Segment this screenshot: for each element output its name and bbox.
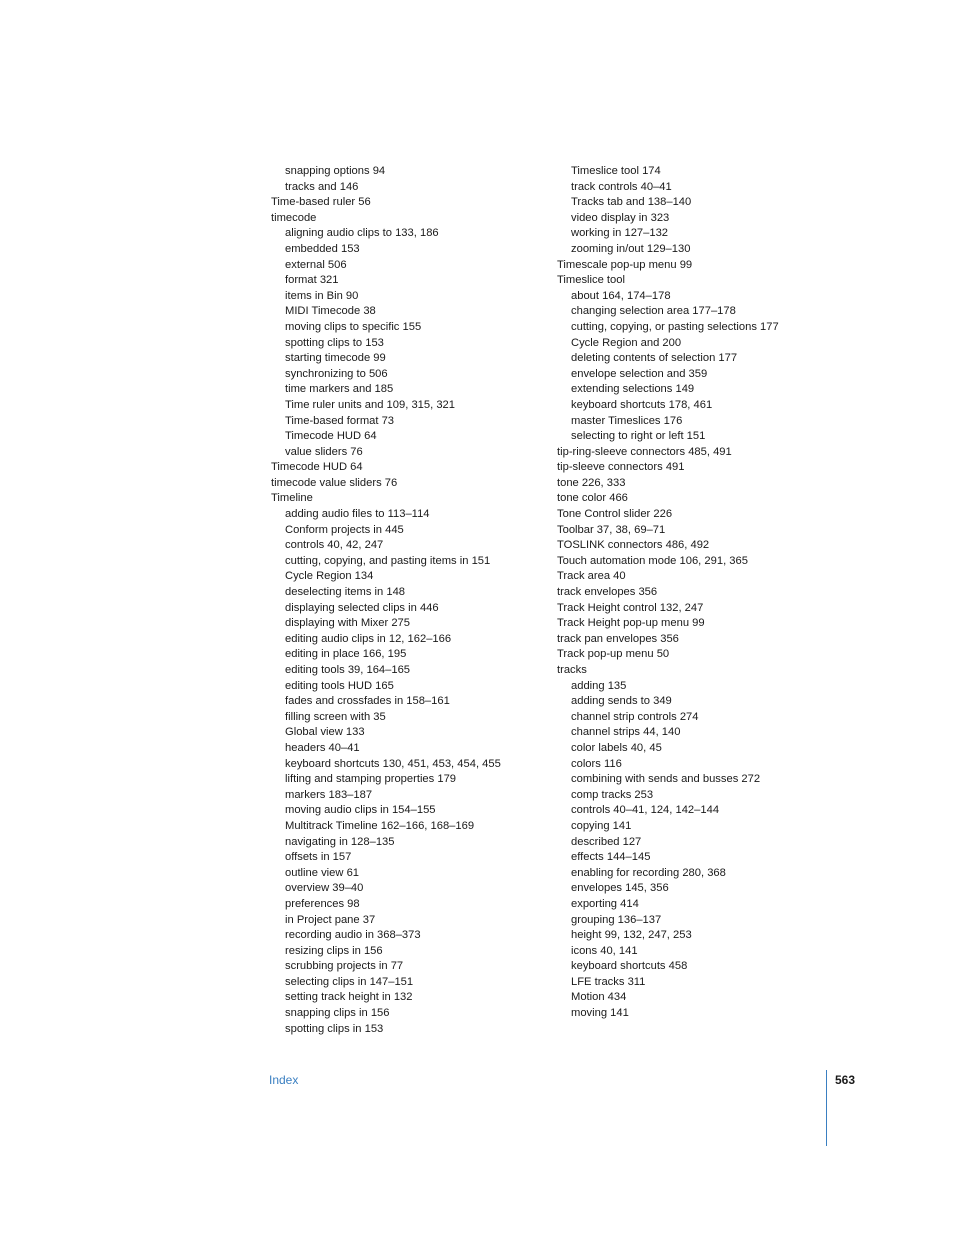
index-subentry: Multitrack Timeline 162–166, 168–169: [285, 819, 475, 832]
index-subentry: editing tools 39, 164–165: [285, 664, 411, 676]
index-entry: Tone Control slider 226: [557, 508, 673, 521]
index-entry: tracks: [557, 664, 587, 676]
index-subentry: filling screen with 35: [285, 710, 386, 723]
index-column-right: [557, 164, 817, 1022]
index-column-left: [271, 164, 541, 1037]
index-subentry: comp tracks 253: [571, 788, 654, 801]
index-subentry: navigating in 128–135: [285, 835, 395, 848]
index-subentry: about 164, 174–178: [571, 289, 671, 302]
index-subentry: snapping options 94: [285, 165, 386, 177]
footer-divider: [826, 1070, 827, 1146]
index-subentry: video display in 323: [571, 211, 670, 224]
index-subentry: moving 141: [571, 1007, 629, 1020]
index-subentry: LFE tracks 311: [571, 975, 646, 988]
index-subentry: icons 40, 141: [571, 944, 638, 957]
index-subentry: grouping 136–137: [571, 913, 662, 926]
index-subentry: color labels 40, 45: [571, 741, 662, 754]
index-subentry: starting timecode 99: [285, 352, 386, 365]
index-subentry: channel strips 44, 140: [571, 726, 681, 739]
index-subentry: selecting clips in 147–151: [285, 975, 414, 988]
index-entry: Time-based ruler 56: [271, 196, 371, 209]
index-subentry: deselecting items in 148: [285, 586, 406, 599]
index-subentry: scrubbing projects in 77: [285, 960, 404, 973]
index-subentry: extending selections 149: [571, 383, 695, 396]
index-subentry: keyboard shortcuts 458: [571, 960, 688, 973]
index-subentry: changing selection area 177–178: [571, 305, 736, 318]
index-subentry: working in 127–132: [571, 227, 669, 240]
index-subentry: Tracks tab and 138–140: [571, 196, 692, 209]
index-entry: timecode value sliders 76: [271, 476, 398, 489]
index-entry: Timecode HUD 64: [271, 461, 363, 474]
index-subentry: fades and crossfades in 158–161: [285, 695, 450, 708]
index-subentry: snapping clips in 156: [285, 1007, 390, 1020]
index-entry: track envelopes 356: [557, 586, 658, 599]
index-subentry: recording audio in 368–373: [285, 929, 421, 942]
index-subentry: setting track height in 132: [285, 991, 413, 1004]
index-entry: Toolbar 37, 38, 69–71: [557, 523, 666, 536]
index-subentry: Timeslice tool 174: [571, 165, 661, 177]
index-subentry: resizing clips in 156: [285, 944, 383, 957]
index-subentry: markers 183–187: [285, 788, 373, 801]
index-subentry: cutting, copying, or pasting selections 177: [571, 320, 779, 333]
index-entry: tone 226, 333: [557, 476, 626, 489]
index-entry: Timeline: [271, 492, 313, 505]
index-entry: tip-ring-sleeve connectors 485, 491: [557, 445, 732, 458]
index-subentry: in Project pane 37: [285, 913, 376, 926]
index-subentry: external 506: [285, 258, 347, 271]
index-subentry: synchronizing to 506: [285, 367, 388, 380]
index-subentry: overview 39–40: [285, 882, 364, 895]
index-subentry: adding 135: [571, 679, 627, 692]
index-subentry: Motion 434: [571, 991, 627, 1004]
index-subentry: selecting to right or left 151: [571, 430, 706, 443]
index-subentry: described 127: [571, 835, 642, 848]
index-entry: Timescale pop-up menu 99: [557, 258, 693, 271]
index-subentry: controls 40–41, 124, 142–144: [571, 804, 720, 817]
index-subentry: Cycle Region and 200: [571, 336, 682, 349]
index-subentry: embedded 153: [285, 242, 360, 255]
index-entry: Track pop-up menu 50: [557, 648, 670, 661]
page-number: 563: [835, 1073, 856, 1087]
index-entry: Track area 40: [557, 570, 626, 583]
index-subentry: adding sends to 349: [571, 695, 672, 708]
index-subentry: moving clips to specific 155: [285, 320, 422, 333]
index-subentry: Conform projects in 445: [285, 523, 404, 536]
index-subentry: effects 144–145: [571, 851, 651, 864]
index-subentry: MIDI Timecode 38: [285, 305, 376, 318]
index-entry: timecode: [271, 211, 317, 224]
index-subentry: time markers and 185: [285, 383, 394, 396]
index-subentry: Time ruler units and 109, 315, 321: [285, 398, 455, 411]
index-subentry: Time-based format 73: [285, 414, 395, 427]
index-subentry: offsets in 157: [285, 851, 352, 864]
index-subentry: keyboard shortcuts 130, 451, 453, 454, 455: [285, 757, 501, 770]
index-subentry: value sliders 76: [285, 445, 363, 458]
index-subentry: lifting and stamping properties 179: [285, 773, 457, 786]
index-subentry: spotting clips to 153: [285, 336, 384, 349]
index-entry: Timeslice tool: [557, 274, 625, 287]
index-subentry: adding audio files to 113–114: [285, 508, 430, 521]
index-subentry: editing tools HUD 165: [285, 679, 394, 692]
index-subentry: exporting 414: [571, 897, 639, 910]
index-subentry: copying 141: [571, 819, 632, 832]
index-subentry: preferences 98: [285, 897, 360, 910]
index-subentry: editing in place 166, 195: [285, 648, 407, 661]
index-subentry: height 99, 132, 247, 253: [571, 929, 692, 942]
index-subentry: aligning audio clips to 133, 186: [285, 227, 439, 240]
index-subentry: editing audio clips in 12, 162–166: [285, 632, 452, 645]
index-subentry: envelopes 145, 356: [571, 882, 669, 895]
index-subentry: displaying selected clips in 446: [285, 601, 439, 614]
index-subentry: enabling for recording 280, 368: [571, 866, 726, 879]
index-subentry: Timecode HUD 64: [285, 430, 377, 443]
index-subentry: format 321: [285, 274, 339, 287]
index-subentry: Global view 133: [285, 726, 365, 739]
index-subentry: cutting, copying, and pasting items in 151: [285, 554, 491, 567]
index-subentry: headers 40–41: [285, 741, 360, 754]
index-subentry: deleting contents of selection 177: [571, 352, 738, 365]
index-subentry: master Timeslices 176: [571, 414, 683, 427]
index-subentry: spotting clips in 153: [285, 1022, 384, 1035]
index-subentry: channel strip controls 274: [571, 710, 699, 723]
index-subentry: controls 40, 42, 247: [285, 539, 384, 552]
index-subentry: envelope selection and 359: [571, 367, 708, 380]
index-subentry: displaying with Mixer 275: [285, 617, 410, 630]
footer-section-label: Index: [269, 1073, 299, 1087]
index-subentry: Cycle Region 134: [285, 570, 374, 583]
index-subentry: zooming in/out 129–130: [571, 242, 691, 255]
index-subentry: tracks and 146: [285, 180, 359, 193]
index-subentry: outline view 61: [285, 866, 360, 879]
index-subentry: combining with sends and busses 272: [571, 773, 761, 786]
index-entry: Track Height pop-up menu 99: [557, 617, 705, 630]
index-subentry: keyboard shortcuts 178, 461: [571, 398, 713, 411]
index-subentry: moving audio clips in 154–155: [285, 804, 436, 817]
index-entry: tone color 466: [557, 492, 628, 505]
index-subentry: track controls 40–41: [571, 180, 672, 193]
index-entry: Touch automation mode 106, 291, 365: [557, 554, 748, 567]
index-subentry: items in Bin 90: [285, 289, 359, 302]
index-entry: track pan envelopes 356: [557, 632, 679, 645]
index-entry: Track Height control 132, 247: [557, 601, 704, 614]
index-subentry: colors 116: [571, 757, 622, 770]
index-entry: tip-sleeve connectors 491: [557, 461, 685, 474]
index-entry: TOSLINK connectors 486, 492: [557, 539, 710, 552]
